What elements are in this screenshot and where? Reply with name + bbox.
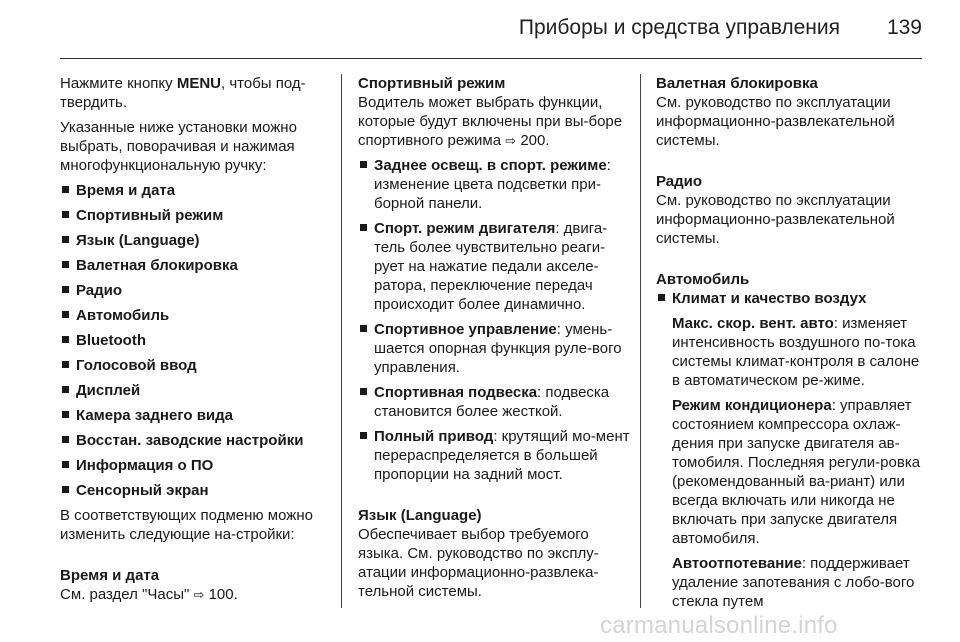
column-3 bbox=[656, 74, 926, 617]
column-divider-1 bbox=[341, 74, 342, 608]
page-number: 139 bbox=[886, 16, 922, 39]
watermark: carmanualsonline.info bbox=[600, 612, 838, 639]
list-item: Голосовой ввод bbox=[60, 356, 330, 375]
defog-paragraph: Автоотпотевание: поддерживает удаление запотевания с лобо-вого стекла путем bbox=[672, 555, 915, 610]
page-title: Приборы и средства управления bbox=[518, 16, 840, 39]
section-heading-radio: Радио bbox=[656, 173, 703, 190]
submenu-paragraph: В соответствующих подменю можно изменить следующие на-стройки: bbox=[60, 507, 313, 543]
header-rule bbox=[60, 58, 922, 59]
section-heading-time: Время и дата bbox=[60, 567, 160, 584]
time-reference: См. раздел "Часы" ⇨ 100. bbox=[60, 586, 238, 603]
section-heading-valet: Валетная блокировка bbox=[656, 75, 818, 92]
section-heading-sport: Спортивный режим bbox=[358, 75, 506, 92]
fan-speed-paragraph: Макс. скор. вент. авто: изменяет интенсивность воздушного по-тока системы климат-контроля в салоне в автоматическом ре-жиме. bbox=[672, 315, 920, 389]
list-item: Сенсорный экран bbox=[60, 481, 330, 500]
section-heading-vehicle: Автомобиль bbox=[656, 271, 750, 288]
list-item: Спортивный режим bbox=[60, 206, 330, 225]
column-divider-2 bbox=[640, 74, 641, 608]
list-item: Восстан. заводские настройки bbox=[60, 431, 330, 450]
section-heading-language: Язык (Language) bbox=[358, 507, 482, 524]
list-item: Камера заднего вида bbox=[60, 406, 330, 425]
intro-text: Нажмите кнопку bbox=[60, 75, 177, 92]
vehicle-options-list bbox=[656, 289, 926, 308]
list-item: Климат и качество воздух bbox=[656, 289, 926, 308]
intro-text-end: , чтобы под-твердить. bbox=[60, 75, 306, 111]
list-item: Спортивное управление: умень-шается опорная функция руле-вого управления. bbox=[358, 320, 630, 377]
list-item: Автомобиль bbox=[60, 306, 330, 325]
settings-menu-list bbox=[60, 181, 330, 500]
intro-paragraph bbox=[60, 74, 330, 112]
list-item: Bluetooth bbox=[60, 331, 330, 350]
list-item: Информация о ПО bbox=[60, 456, 330, 475]
column-1 bbox=[60, 74, 330, 610]
language-paragraph: Обеспечивает выбор требуемого языка. См. руководство по эксплу-атации информационно-развлека-тельной системы. bbox=[358, 526, 599, 600]
arrow-ref-icon: ⇨ bbox=[505, 133, 517, 148]
valet-paragraph: См. руководство по эксплуатации информационно-развлекательной системы. bbox=[656, 94, 895, 149]
radio-paragraph: См. руководство по эксплуатации информационно-развлекательной системы. bbox=[656, 192, 895, 247]
ac-mode-paragraph: Режим кондиционера: управляет состоянием компрессора охлаж-дения при запуске двигателя ав-томобиля. Последняя регули-ровка (рекомендованный ва-риант) или всегда включать или никогда не включать при запуске двигателя автомобиля. bbox=[672, 397, 921, 547]
list-item: Полный привод: крутящий мо-мент перераспределяется в большей пропорции на задний мост. bbox=[358, 427, 630, 484]
menu-key-label: MENU bbox=[176, 75, 221, 92]
list-item: Заднее освещ. в спорт. режиме: изменение цвета подсветки при-борной панели. bbox=[358, 156, 630, 213]
list-item: Время и дата bbox=[60, 181, 330, 200]
intro-paragraph-2: Указанные ниже установки можно выбрать, поворачивая и нажимая многофункциональную ручку: bbox=[60, 119, 297, 174]
column-2 bbox=[358, 74, 630, 607]
sport-paragraph: Водитель может выбрать функции, которые будут включены при вы-боре спортивного режима ⇨ 200. bbox=[358, 94, 623, 149]
sport-options-list bbox=[358, 156, 630, 484]
list-item: Язык (Language) bbox=[60, 231, 330, 250]
list-item: Спортивная подвеска: подвеска становится более жесткой. bbox=[358, 383, 630, 421]
list-item: Дисплей bbox=[60, 381, 330, 400]
arrow-ref-icon: ⇨ bbox=[193, 587, 205, 602]
list-item: Валетная блокировка bbox=[60, 256, 330, 275]
list-item: Радио bbox=[60, 281, 330, 300]
list-item: Спорт. режим двигателя: двига-тель более чувствительно реаги-рует на нажатие педали акселе-ратора, переключение передач происходит более динамично. bbox=[358, 219, 630, 314]
